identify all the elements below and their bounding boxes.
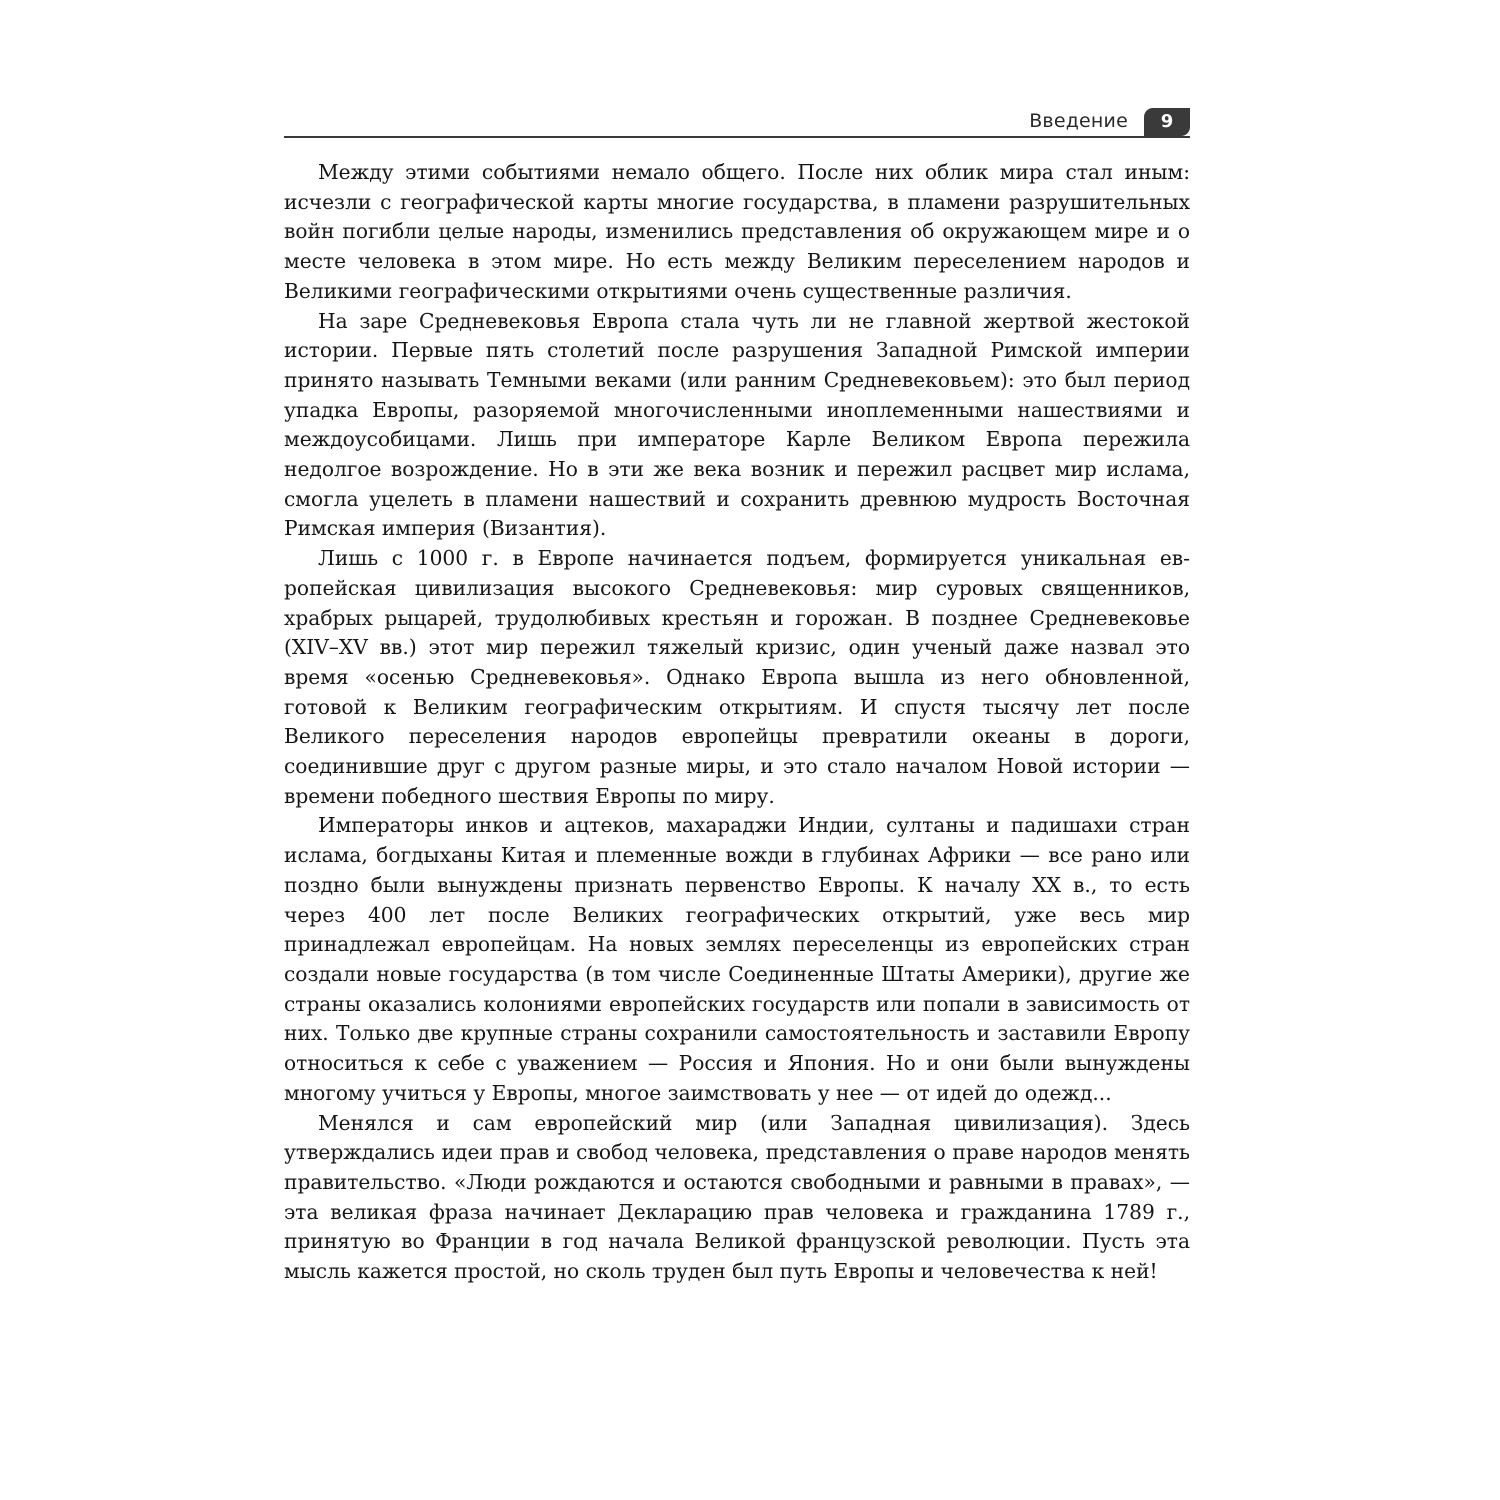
paragraph: Между этими событиями немало общего. После них облик мира стал иным: исчезли с географической карты многие государства, в пламени разрушительных войн погибли целые народы, изменились представления об окружающем мире и о месте человека в этом мире. Но есть между Великим переселением народов и Великими географическими открытиями очень существенные различия. (284, 160, 1190, 303)
paragraph: Лишь с 1000 г. в Европе начинается подъем, формируется уникальная европейская цивилизация высокого Средневековья: мир суровых священников, храбрых рыцарей, трудолюбивых крестьян и горожан. В позднее Средневековье (XIV–XV вв.) этот мир пережил тяжелый кризис, один ученый даже назвал это время «осенью Средневековья». Однако Европа вышла из него обновленной, готовой к Великим географическим открытиям. И спустя тысячу лет после Великого переселения народов европейцы превратили океаны в дороги, соединившие друг с другом разные миры, и это стало началом Новой истории — времени победного шествия Европы по миру. (284, 546, 1190, 808)
paragraph: Менялся и сам европейский мир (или Западная цивилизация). Здесь утверждались идеи прав и свобод человека, представления о праве народов менять правительство. «Люди рождаются и остаются свободными и равными в правах», — эта великая фраза начинает Декларацию прав человека и гражданина 1789 г., принятую во Франции в год начала Великой французской революции. Пусть эта мысль кажется простой, но сколь труден был путь Европы и человечества к ней! (284, 1110, 1190, 1284)
running-head (284, 108, 1190, 138)
paragraph: Императоры инков и ацтеков, махараджи Индии, султаны и падишахи стран ислама, богдыханы Китая и племенные вожди в глубинах Африки — все рано или поздно были вынуждены признать первенство Европы. К началу XX в., то есть через 400 лет после Великих географических открытий, уже весь мир принадлежал европейцам. На новых землях переселенцы из европейских стран создали новые государства (в том числе Соединенные Штаты Америки), другие же страны оказались колониями европейских государств или попали в зависимость от них. Только две крупные страны сохранили самостоятельность и заставили Европу относиться к себе с уважением — Россия и Япония. Но и они были вынуждены многому учиться у Европы, многое заимствовать у нее — от идей до одежд... (284, 813, 1190, 1105)
body-text (284, 158, 1190, 1287)
paragraph: На заре Средневековья Европа стала чуть ли не главной жертвой жестокой истории. Первые пять столетий после разрушения Западной Римской империи принято называть Темными веками (или ранним Средневековьем): это был период упадка Европы, разоряемой многочисленными иноплеменными нашествиями и междоусобицами. Лишь при императоре Карле Великом Европа пережила недолгое возрождение. Но в эти же века возник и пережил расцвет мир ислама, смогла уцелеть в пламени нашествий и сохранить древнюю мудрость Восточная Римская империя (Византия). (284, 308, 1190, 541)
page-number-badge: 9 (1144, 108, 1190, 136)
section-title: Введение (1029, 110, 1128, 132)
header-rule (284, 136, 1190, 138)
